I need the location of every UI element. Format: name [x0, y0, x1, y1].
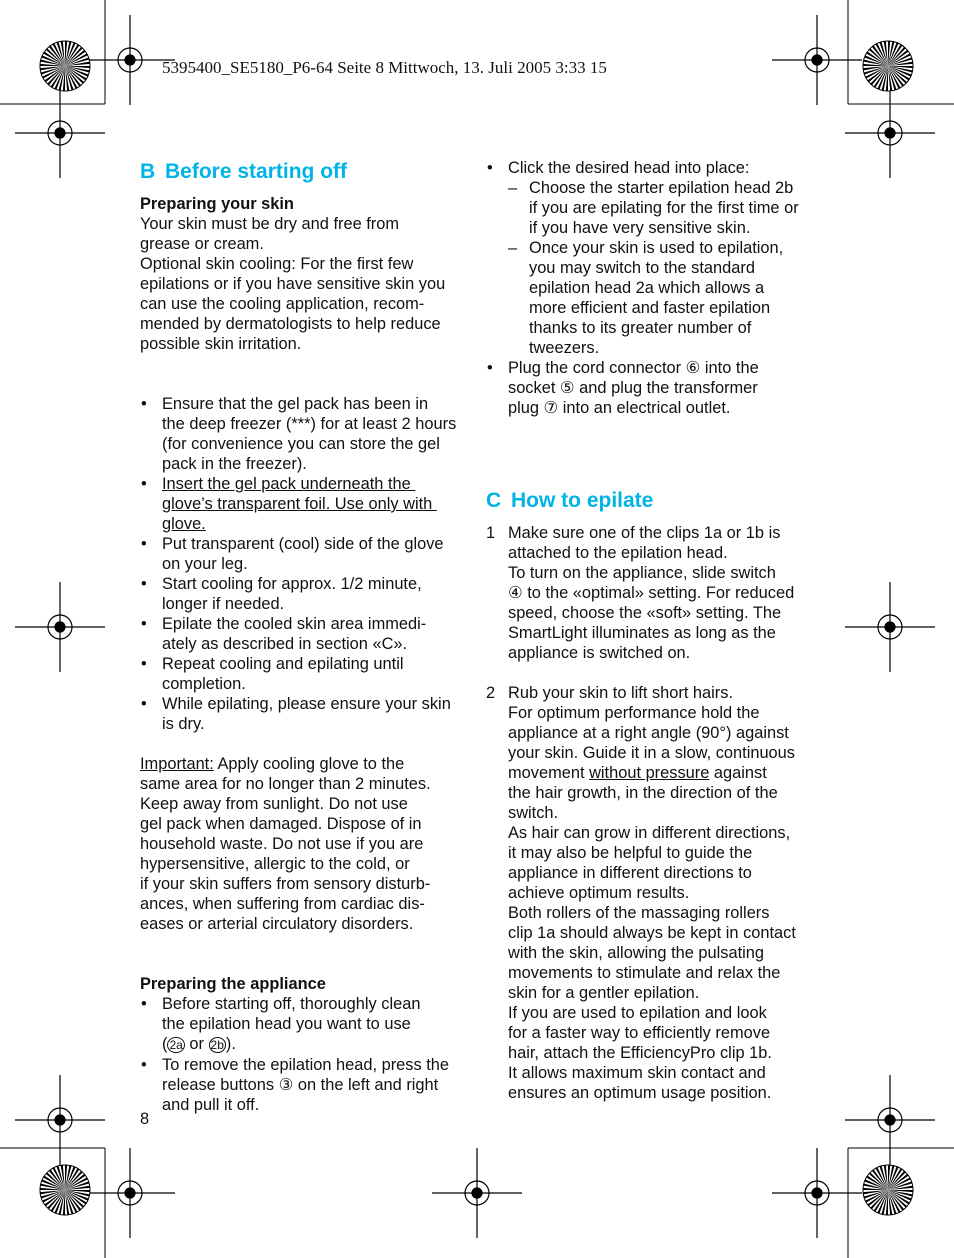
text-line: Both rollers of the massaging rollers — [508, 904, 770, 922]
text-line: tweezers. — [529, 339, 600, 357]
text-line — [140, 754, 470, 774]
text-span: without pressure — [589, 764, 710, 782]
text-line: and pull it off. — [162, 1096, 260, 1114]
text-line: your skin. Guide it in a slow, continuous — [508, 744, 795, 762]
text-line: – Choose the starter epilation head 2b — [529, 179, 794, 197]
text-line: plug ⑦ into an electrical outlet. — [508, 399, 731, 417]
text-line: • To remove the epilation head, press the — [162, 1056, 450, 1074]
text-line: release buttons ③ on the left and right — [162, 1076, 439, 1094]
text-line: can use the cooling application, recom- — [140, 295, 425, 313]
important-note — [140, 754, 470, 934]
text-line: • While epilating, please ensure your skin — [162, 695, 451, 713]
step-1 — [486, 523, 816, 663]
text-line: • Epilate the cooled skin area immedi- — [162, 615, 427, 633]
list-item — [140, 1055, 470, 1115]
text-line: Rub your skin to lift short hairs. — [508, 684, 734, 702]
star-target-icon — [40, 41, 90, 91]
registration-mark-icon — [845, 582, 935, 672]
text-line: achieve optimum results. — [508, 884, 690, 902]
text-line: skin for a gentler epilation. — [508, 984, 700, 1002]
text-line: switch. — [508, 804, 559, 822]
text-line: (for convenience you can store the gel — [162, 435, 440, 453]
page-number: 8 — [140, 1110, 150, 1128]
text-line: ensures an optimum usage position. — [508, 1084, 772, 1102]
text-span: Apply cooling glove to the — [213, 755, 405, 773]
head-2b-icon: 2b — [210, 1038, 224, 1052]
text-line: for a faster way to efficiently remove — [508, 1024, 771, 1042]
text-line: it may also be helpful to guide the — [508, 844, 753, 862]
list-item — [140, 654, 470, 694]
text-line: • Insert the gel pack underneath the — [162, 475, 416, 493]
text-line: glove’s transparent foil. Use only with — [162, 495, 437, 513]
skin-bullets — [140, 394, 470, 734]
head-bullets — [486, 158, 816, 418]
step-number: 1 — [486, 524, 496, 542]
step-2 — [486, 683, 816, 1103]
section-heading: How to epilate — [511, 489, 654, 512]
important-label: Important: — [140, 755, 214, 773]
text-line: • Ensure that the gel pack has been in — [162, 395, 429, 413]
text-line: possible skin irritation. — [140, 335, 302, 353]
text-line: • Repeat cooling and epilating until — [162, 655, 404, 673]
list-item — [486, 358, 816, 418]
registration-mark-icon — [15, 582, 105, 672]
section-b-title — [140, 158, 470, 186]
registration-mark-icon — [845, 1075, 935, 1165]
text-line — [508, 763, 816, 783]
star-target-icon — [863, 41, 913, 91]
text-line: • Before starting off, thoroughly clean — [162, 995, 421, 1013]
text-line: is dry. — [162, 715, 205, 733]
text-line: on your leg. — [162, 555, 248, 573]
registration-mark-icon — [85, 1148, 175, 1238]
text-line: mended by dermatologists to help reduce — [140, 315, 441, 333]
list-item — [140, 574, 470, 614]
text-line: if your skin suffers from sensory disturb- — [140, 875, 431, 893]
text-line: completion. — [162, 675, 246, 693]
text-line: Your skin must be dry and free from — [140, 215, 400, 233]
text-line: Keep away from sunlight. Do not use — [140, 795, 408, 813]
text-line: If you are used to epilation and look — [508, 1004, 767, 1022]
text-line: hair, attach the EfficiencyPro clip 1b. — [508, 1044, 772, 1062]
list-item — [140, 994, 470, 1055]
text-line: ately as described in section «C». — [162, 635, 408, 653]
appliance-bullets — [140, 994, 470, 1115]
text-line: • Click the desired head into place: — [508, 159, 750, 177]
text-line: the epilation head you want to use — [162, 1015, 411, 1033]
print-info-header: 5395400_SE5180_P6-64 Seite 8 Mittwoch, 13. Juli 2005 3:33 15 — [162, 58, 607, 77]
skin-intro — [140, 214, 470, 354]
text-line: the hair growth, in the direction of the — [508, 784, 778, 802]
text-line: with the skin, allowing the pulsating — [508, 944, 765, 962]
text-line: Make sure one of the clips 1a or 1b is — [508, 524, 781, 542]
text-line: • Put transparent (cool) side of the glove — [162, 535, 444, 553]
text-line: • Start cooling for approx. 1/2 minute, — [162, 575, 422, 593]
registration-mark-icon — [432, 1148, 522, 1238]
section-heading: Before starting off — [165, 160, 348, 183]
text-line: if you have very sensitive skin. — [529, 219, 751, 237]
text-line: – Once your skin is used to epilation, — [529, 239, 784, 257]
text-line: hypersensitive, allergic to the cold, or — [140, 855, 410, 873]
section-letter: C — [486, 489, 502, 512]
list-item — [486, 158, 816, 358]
dash-item — [508, 238, 816, 358]
preparing-skin-heading: Preparing your skin — [140, 195, 294, 213]
text-line: epilations or if you have sensitive skin you — [140, 275, 446, 293]
text-line: ( 2a or 2b ). — [162, 1035, 236, 1053]
list-item — [140, 614, 470, 654]
text-line: thanks to its greater number of — [529, 319, 752, 337]
text-span: against — [709, 764, 767, 782]
text-line: grease or cream. — [140, 235, 264, 253]
text-line: speed, choose the «soft» setting. The — [508, 604, 782, 622]
registration-mark-icon — [15, 1075, 105, 1165]
text-line: attached to the epilation head. — [508, 544, 728, 562]
head-2a-icon: 2a — [169, 1038, 183, 1052]
text-line: ances, when suffering from cardiac dis- — [140, 895, 425, 913]
text-line: movements to stimulate and relax the — [508, 964, 781, 982]
list-item — [140, 394, 470, 474]
text-line: appliance in different directions to — [508, 864, 752, 882]
text-line: household waste. Do not use if you are — [140, 835, 424, 853]
text-line: you may switch to the standard — [529, 259, 755, 277]
text-line: SmartLight illuminates as long as the — [508, 624, 776, 642]
step-number: 2 — [486, 684, 496, 702]
preparing-appliance-heading: Preparing the appliance — [140, 975, 326, 993]
section-c-title — [486, 487, 816, 515]
dash-item — [508, 178, 816, 238]
text-line: Optional skin cooling: For the first few — [140, 255, 414, 273]
text-line: eases or arterial circulatory disorders. — [140, 915, 414, 933]
star-target-icon — [40, 1165, 90, 1215]
text-line: It allows maximum skin contact and — [508, 1064, 766, 1082]
list-item — [140, 694, 470, 734]
text-line: more efficient and faster epilation — [529, 299, 771, 317]
text-line: appliance is switched on. — [508, 644, 691, 662]
star-target-icon — [863, 1165, 913, 1215]
text-line: gel pack when damaged. Dispose of in — [140, 815, 422, 833]
text-line: clip 1a should always be kept in contact — [508, 924, 796, 942]
list-item — [140, 534, 470, 574]
text-line: if you are epilating for the first time or — [529, 199, 799, 217]
text-line: same area for no longer than 2 minutes. — [140, 775, 431, 793]
text-line: As hair can grow in different directions, — [508, 824, 791, 842]
text-line: pack in the freezer). — [162, 455, 307, 473]
dash-list — [508, 178, 816, 358]
text-line: longer if needed. — [162, 595, 285, 613]
text-span: movement — [508, 764, 590, 782]
list-item — [140, 474, 470, 534]
text-line: socket ⑤ and plug the transformer — [508, 379, 758, 397]
text-line: To turn on the appliance, slide switch — [508, 564, 776, 582]
text-line: • Plug the cord connector ⑥ into the — [508, 359, 759, 377]
text-line: ④ to the «optimal» setting. For reduced — [508, 584, 795, 602]
text-line: the deep freezer (***) for at least 2 hours — [162, 415, 457, 433]
text-line: For optimum performance hold the — [508, 704, 760, 722]
text-line: appliance at a right angle (90°) against — [508, 724, 789, 742]
section-letter: B — [140, 160, 156, 183]
left-column — [140, 158, 470, 1115]
right-column — [486, 158, 816, 1103]
registration-mark-icon — [15, 88, 105, 178]
text-line: epilation head 2a which allows a — [529, 279, 765, 297]
text-line: glove. — [162, 515, 206, 533]
registration-mark-icon — [845, 88, 935, 178]
